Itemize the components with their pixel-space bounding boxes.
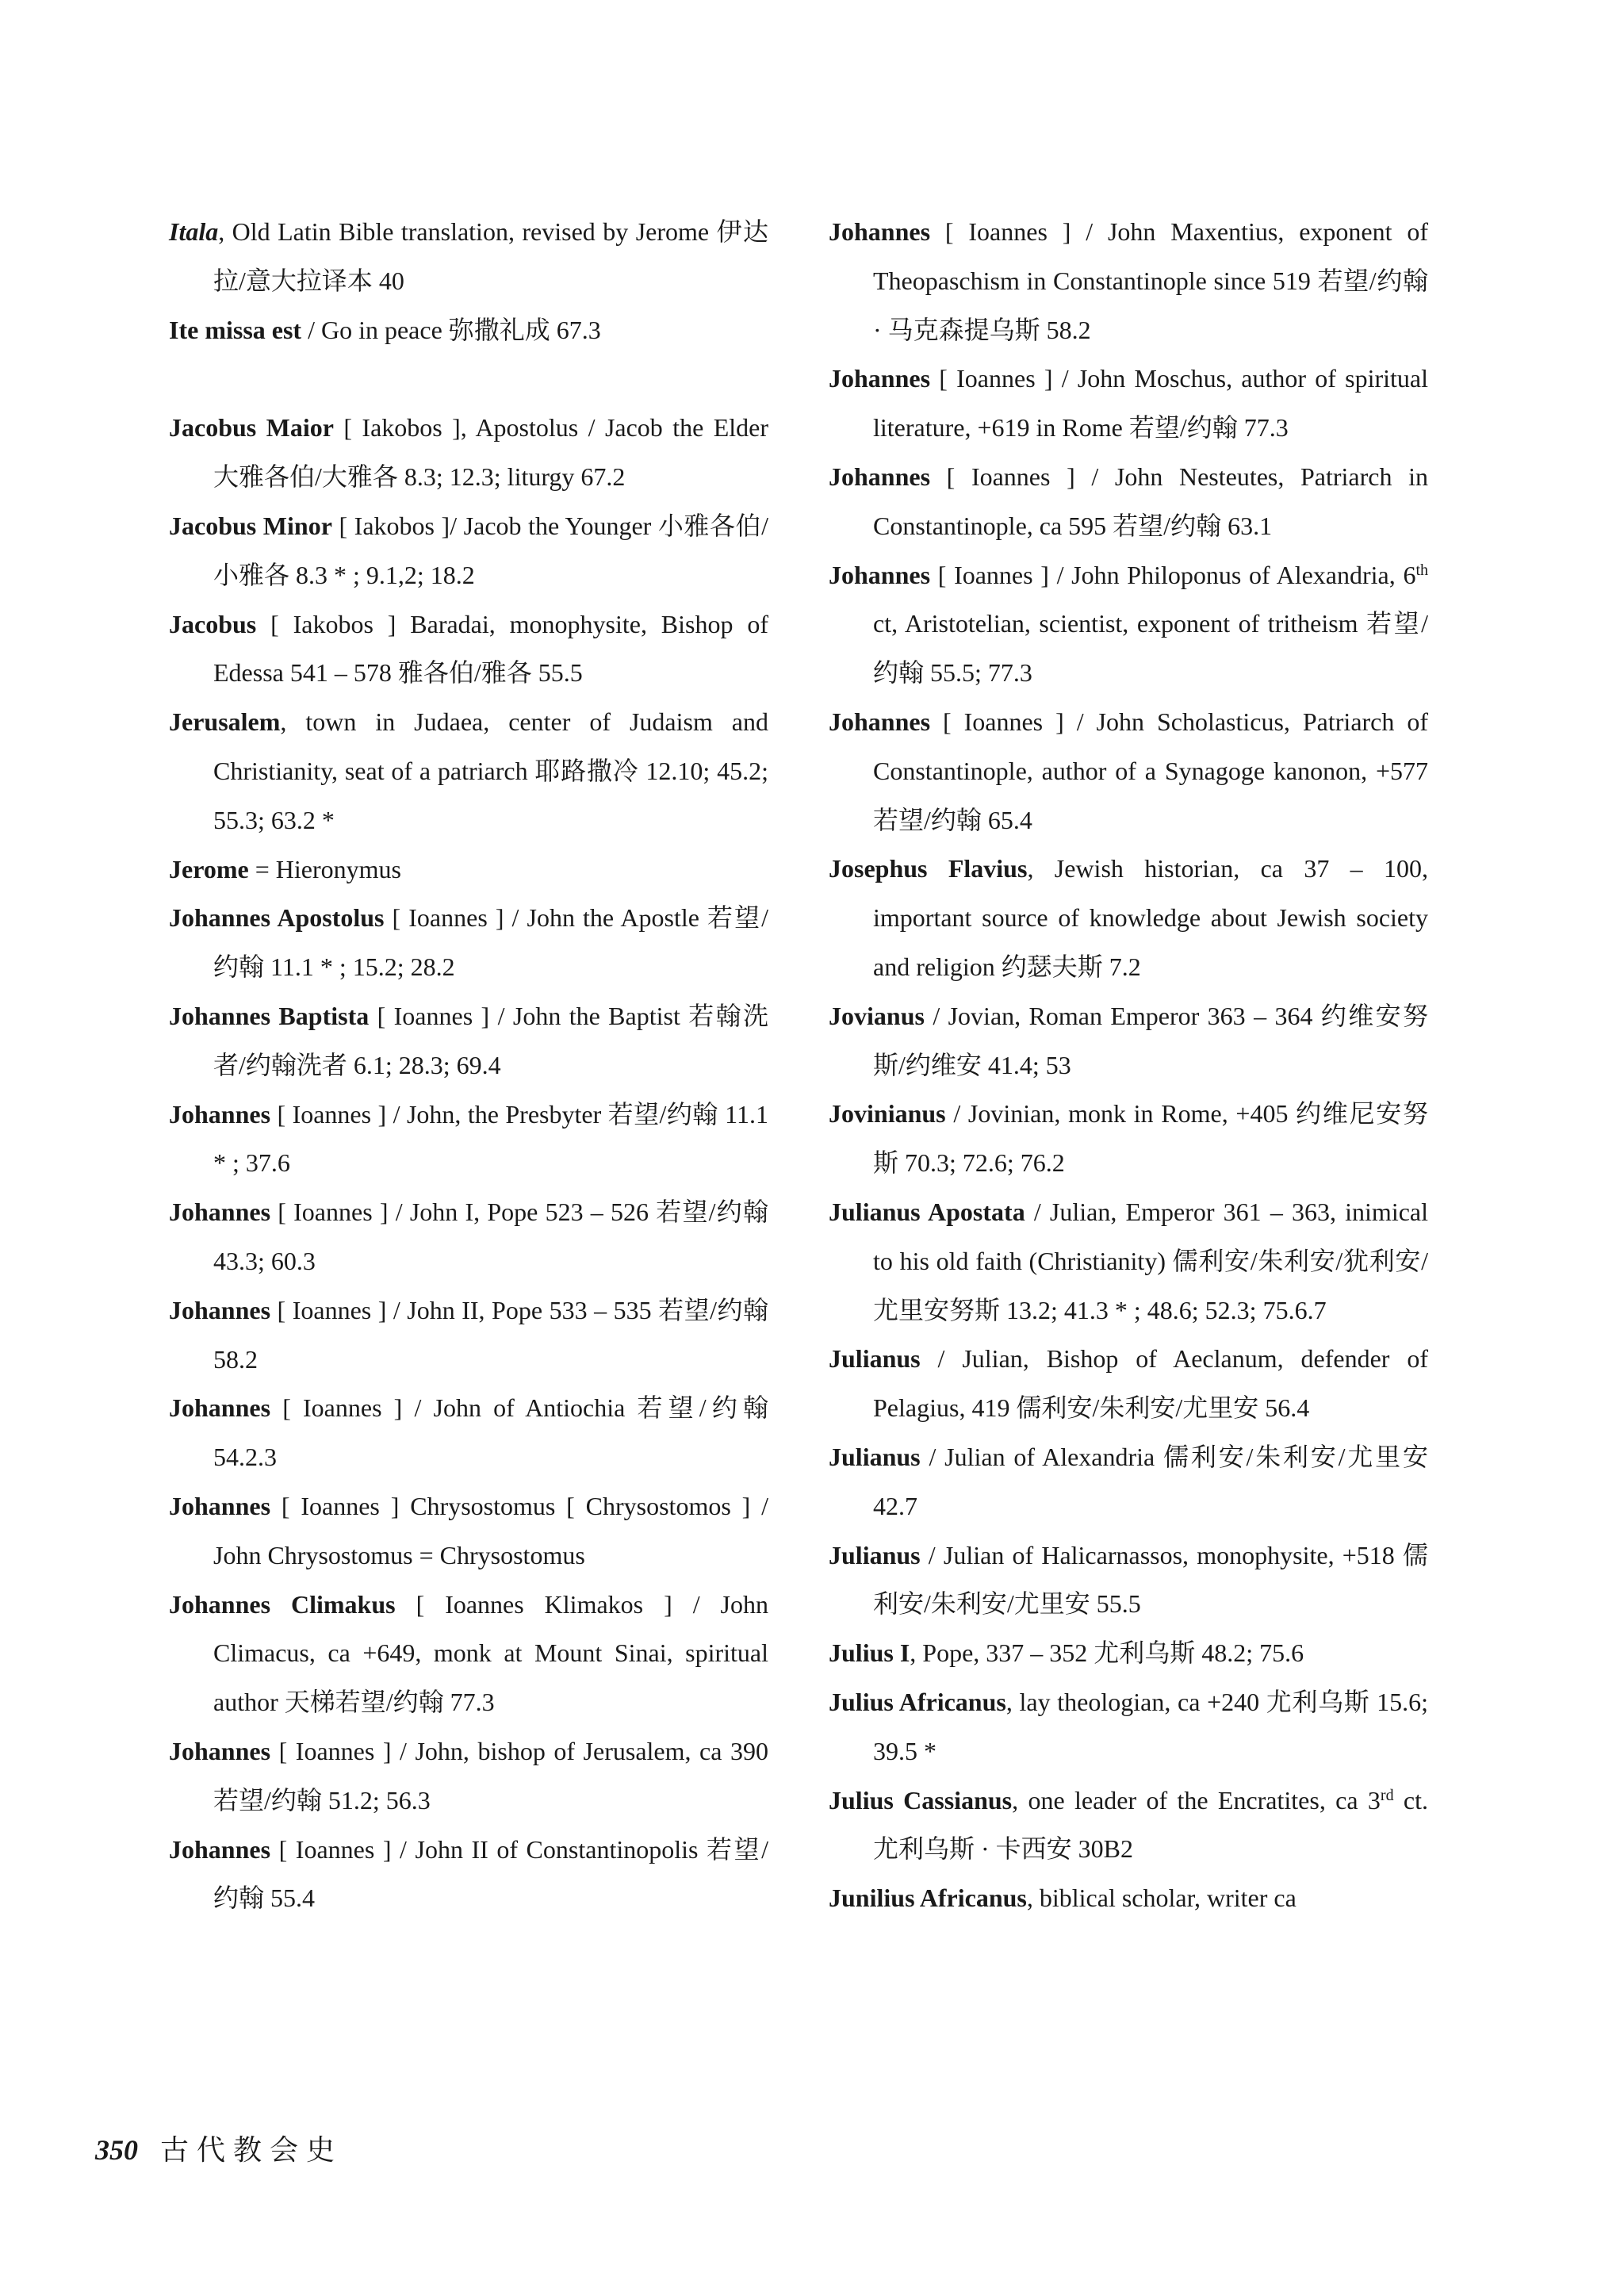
index-entry	[829, 208, 1428, 354]
index-entry	[829, 1629, 1428, 1678]
index-entry	[169, 1286, 768, 1385]
entry-headword: Jacobus	[169, 609, 257, 638]
entry-text: , biblical scholar, writer ca	[1026, 1884, 1297, 1913]
entry-text: [ Ioannes ] / John II, Pope 533 – 535 若望/约翰 58.2	[213, 1295, 768, 1374]
index-entry	[169, 992, 768, 1090]
entry-headword: Johannes	[169, 1295, 271, 1324]
index-entry	[169, 1727, 768, 1826]
entry-headword: Johannes	[169, 1834, 271, 1864]
entry-text: [ Ioannes ] / John the Baptist 若翰洗者/约翰洗者 6.1; 28.3; 69.4	[213, 1001, 768, 1079]
index-entry	[169, 845, 768, 895]
entry-text: [ Ioannes Klimakos ] / John Climacus, ca +649, monk at Mount Sinai, spiritual author 天梯若望/约翰 77.3	[213, 1589, 769, 1717]
index-entry	[829, 1874, 1428, 1923]
entry-text: , Old Latin Bible translation, revised by Jerome 伊达拉/意大拉译本 40	[213, 217, 768, 295]
index-entry	[829, 1678, 1428, 1776]
entry-text: , town in Judaea, center of Judaism and Christianity, seat of a patriarch 耶路撒冷 12.10; 45.2; 55.3; 63.2 *	[213, 707, 768, 834]
entry-headword: Johannes	[169, 1099, 271, 1129]
entry-text: , Pope, 337 – 352 尤利乌斯 48.2; 75.6	[910, 1638, 1304, 1668]
entry-headword: Johannes Baptista	[169, 1001, 370, 1030]
index-entry	[829, 1090, 1428, 1188]
entry-headword: Jacobus Maior	[169, 413, 334, 443]
entry-text: [ Ioannes ] / John Scholasticus, Patriarch of Constantinople, author of a Synagoge kanonon, +577 若望/约翰 65.4	[873, 707, 1428, 834]
entry-text: ct, Aristotelian, scientist, exponent of tritheism 若望/约翰 55.5; 77.3	[873, 609, 1428, 688]
entry-text: [ Iakobos ], Apostolus / Jacob the Elder 大雅各伯/大雅各 8.3; 12.3; liturgy 67.2	[213, 413, 768, 492]
index-entry	[169, 1090, 768, 1189]
page-footer	[95, 2130, 343, 2170]
index-entry	[169, 306, 768, 355]
entry-headword: Johannes	[829, 707, 931, 736]
index-entry	[169, 600, 768, 699]
entry-text: , Jewish historian, ca 37 – 100, important source of knowledge about Jewish society and religion 约瑟夫斯 7.2	[873, 854, 1429, 981]
entry-headword: Johannes	[829, 364, 931, 393]
index-entry	[829, 1531, 1428, 1630]
entry-text: , one leader of the Encratites, ca 3	[1012, 1785, 1381, 1815]
entry-headword: Jovianus	[829, 1001, 925, 1030]
index-entry	[829, 698, 1428, 845]
entry-headword: Johannes	[169, 1736, 271, 1765]
entry-headword: Jerome	[169, 854, 249, 883]
index-entry	[169, 208, 768, 306]
index-entry	[169, 1482, 768, 1581]
entry-text: [ Ioannes ] / John Nesteutes, Patriarch in Constantinople, ca 595 若望/约翰 63.1	[873, 462, 1428, 540]
entry-text: [ Ioannes ] Chrysostomus [ Chrysostomos ] / John Chrysostomus = Chrysostomus	[213, 1491, 768, 1569]
page-number: 350	[95, 2134, 138, 2166]
index-entry	[169, 1384, 768, 1482]
index-entry	[169, 894, 768, 992]
entry-headword: Ite missa est	[169, 315, 302, 344]
entry-headword: Julianus	[829, 1344, 921, 1374]
entry-text: [ Ioannes ] / John Maxentius, exponent of Theopaschism in Constantinople since 519 若望/约翰 · 马克森提乌斯 58.2	[873, 217, 1428, 344]
entry-text: / Jovinian, monk in Rome, +405 约维尼安努斯 70.3; 72.6; 76.2	[873, 1099, 1428, 1178]
entry-text: [ Ioannes ] / John Moschus, author of spiritual literature, +619 in Rome 若望/约翰 77.3	[873, 364, 1428, 443]
entry-headword: Julianus Apostata	[829, 1197, 1025, 1226]
entry-headword: Junilius Africanus	[829, 1884, 1027, 1913]
entry-text: [ Ioannes ] / John the Apostle 若望/约翰 11.1 * ; 15.2; 28.2	[213, 903, 768, 982]
index-entry	[169, 1581, 768, 1727]
entry-text: [ Ioannes ] / John I, Pope 523 – 526 若望/约翰 43.3; 60.3	[213, 1198, 768, 1275]
index-entry	[169, 404, 768, 502]
index-entry	[829, 1776, 1428, 1875]
ordinal-superscript: rd	[1380, 1786, 1394, 1804]
entry-text: = Hieronymus	[248, 854, 401, 883]
entry-headword: Julius Cassianus	[829, 1785, 1013, 1815]
entry-headword: Johannes	[169, 1491, 271, 1520]
entry-headword: Julianus	[829, 1540, 921, 1569]
entry-text: / Julian, Emperor 361 – 363, inimical to his old faith (Christianity) 儒利安/朱利安/犹利安/尤里安努斯 13.2; 41.3 * ; 48.6; 52.3; 75.6.7	[873, 1197, 1429, 1324]
entry-text: / Julian of Halicarnassos, monophysite, +518 儒利安/朱利安/尤里安 55.5	[873, 1540, 1428, 1619]
entry-headword: Jacobus Minor	[169, 511, 332, 540]
index-column-right	[829, 208, 1428, 1923]
index-entry	[169, 1826, 768, 1924]
index-entry	[829, 1188, 1428, 1335]
index-entry	[829, 354, 1428, 453]
entry-headword: Josephus Flavius	[829, 854, 1028, 883]
entry-headword: Julianus	[829, 1442, 921, 1471]
entry-text: / Julian of Alexandria 儒利安/朱利安/尤里安 42.7	[873, 1442, 1428, 1520]
entry-headword: Johannes	[829, 217, 931, 246]
entry-text: [ Ioannes ] / John II of Constantinopolis 若望/约翰 55.4	[213, 1834, 768, 1913]
index-entry	[829, 845, 1428, 991]
entry-headword: Jovinianus	[829, 1099, 946, 1129]
entry-headword: Johannes	[829, 462, 931, 491]
entry-text: [ Iakobos ] Baradai, monophysite, Bishop of Edessa 541 – 578 雅各伯/雅各 55.5	[213, 609, 768, 688]
entry-headword: Johannes	[169, 1198, 271, 1227]
entry-text: / Go in peace 弥撒礼成 67.3	[301, 315, 601, 344]
index-entry	[169, 1188, 768, 1286]
index-entry	[169, 698, 768, 845]
entry-text: ct. 尤利乌斯 · 卡西安 30B2	[873, 1785, 1429, 1864]
index-entry	[829, 1335, 1428, 1433]
entry-text: [ Ioannes ] / John, the Presbyter 若望/约翰 11.1 * ; 37.6	[213, 1099, 768, 1178]
ordinal-superscript: th	[1415, 561, 1428, 579]
index-entry	[829, 1433, 1428, 1531]
index-entry	[829, 453, 1428, 551]
index-entry	[829, 992, 1428, 1090]
entry-headword: Johannes	[829, 560, 931, 589]
index-entry	[169, 502, 768, 600]
entry-text: [ Ioannes ] / John, bishop of Jerusalem, ca 390 若望/约翰 51.2; 56.3	[213, 1736, 768, 1815]
entry-text: / Julian, Bishop of Aeclanum, defender of Pelagius, 419 儒利安/朱利安/尤里安 56.4	[873, 1344, 1428, 1423]
entry-text: , lay theologian, ca +240 尤利乌斯 15.6; 39.5 *	[873, 1687, 1428, 1765]
entry-text: [ Ioannes ] / John Philoponus of Alexandria, 6	[930, 560, 1416, 589]
index-entry	[829, 551, 1428, 698]
entry-text: / Jovian, Roman Emperor 363 – 364 约维安努斯/约维安 41.4; 53	[873, 1001, 1428, 1079]
entry-headword: Johannes Apostolus	[169, 903, 385, 933]
entry-headword: Itala	[169, 217, 219, 246]
entry-text: [ Ioannes ] / John of Antiochia 若望/约翰 54.2.3	[213, 1393, 768, 1472]
book-title: 古代教会史	[160, 2134, 343, 2166]
entry-headword: Julius I	[829, 1638, 910, 1668]
entry-text: [ Iakobos ]/ Jacob the Younger 小雅各伯/小雅各 8.3 * ; 9.1,2; 18.2	[213, 511, 768, 589]
entry-headword: Jerusalem	[169, 707, 281, 737]
entry-headword: Julius Africanus	[829, 1687, 1006, 1716]
entry-headword: Johannes	[169, 1393, 271, 1423]
entry-headword: Johannes Climakus	[169, 1589, 396, 1619]
index-column-left	[169, 208, 768, 1923]
